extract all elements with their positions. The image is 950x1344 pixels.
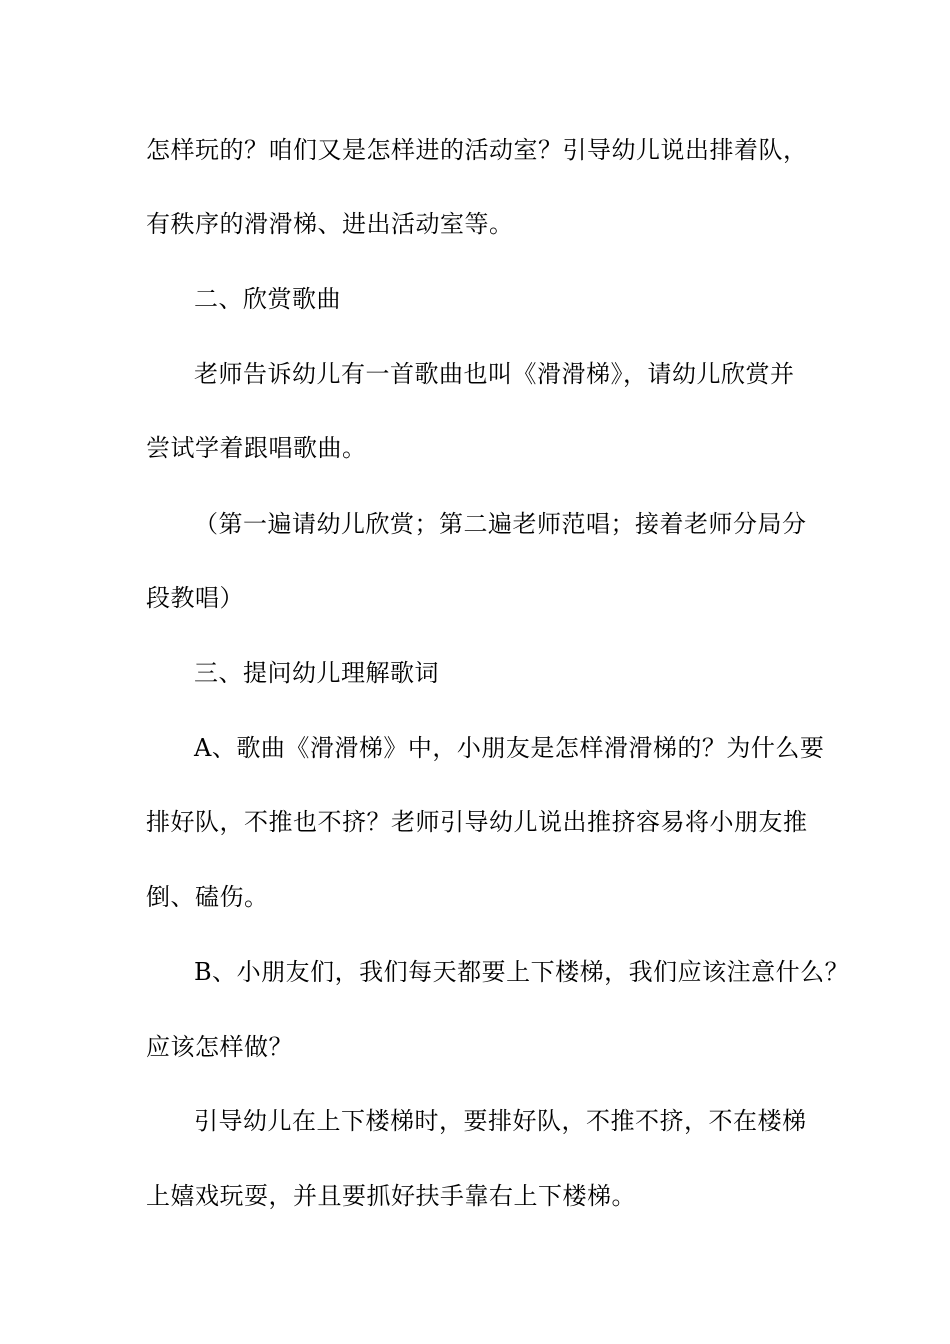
text-line-10: 排好队，不推也不挤？老师引导幼儿说出推挤容易将小朋友推 bbox=[146, 808, 808, 836]
text-line-11: 倒、磕伤。 bbox=[146, 883, 269, 911]
section-heading-2: 二、欣赏歌曲 bbox=[194, 285, 341, 313]
text-line-4: 老师告诉幼儿有一首歌曲也叫《滑滑梯》，请幼儿欣赏并 bbox=[194, 360, 795, 388]
section-heading-3: 三、提问幼儿理解歌词 bbox=[194, 659, 439, 687]
text-line-15: 上嬉戏玩耍，并且要抓好扶手靠右上下楼梯。 bbox=[146, 1182, 636, 1210]
text-line-6: （第一遍请幼儿欣赏；第二遍老师范唱；接着老师分局分 bbox=[194, 510, 807, 538]
text-line-14: 引导幼儿在上下楼梯时，要排好队，不推不挤，不在楼梯 bbox=[194, 1107, 807, 1135]
text-line-2: 有秩序的滑滑梯、进出活动室等。 bbox=[146, 210, 514, 238]
text-line-13: 应该怎样做？ bbox=[146, 1033, 293, 1061]
text-line-12: B、小朋友们，我们每天都要上下楼梯，我们应该注意什么？ bbox=[194, 958, 850, 986]
text-line-7: 段教唱） bbox=[146, 584, 244, 612]
text-line-1: 怎样玩的？咱们又是怎样进的活动室？引导幼儿说出排着队， bbox=[146, 136, 808, 164]
text-line-5: 尝试学着跟唱歌曲。 bbox=[146, 434, 367, 462]
text-line-9: A、歌曲《滑滑梯》中，小朋友是怎样滑滑梯的？为什么要 bbox=[194, 734, 825, 762]
